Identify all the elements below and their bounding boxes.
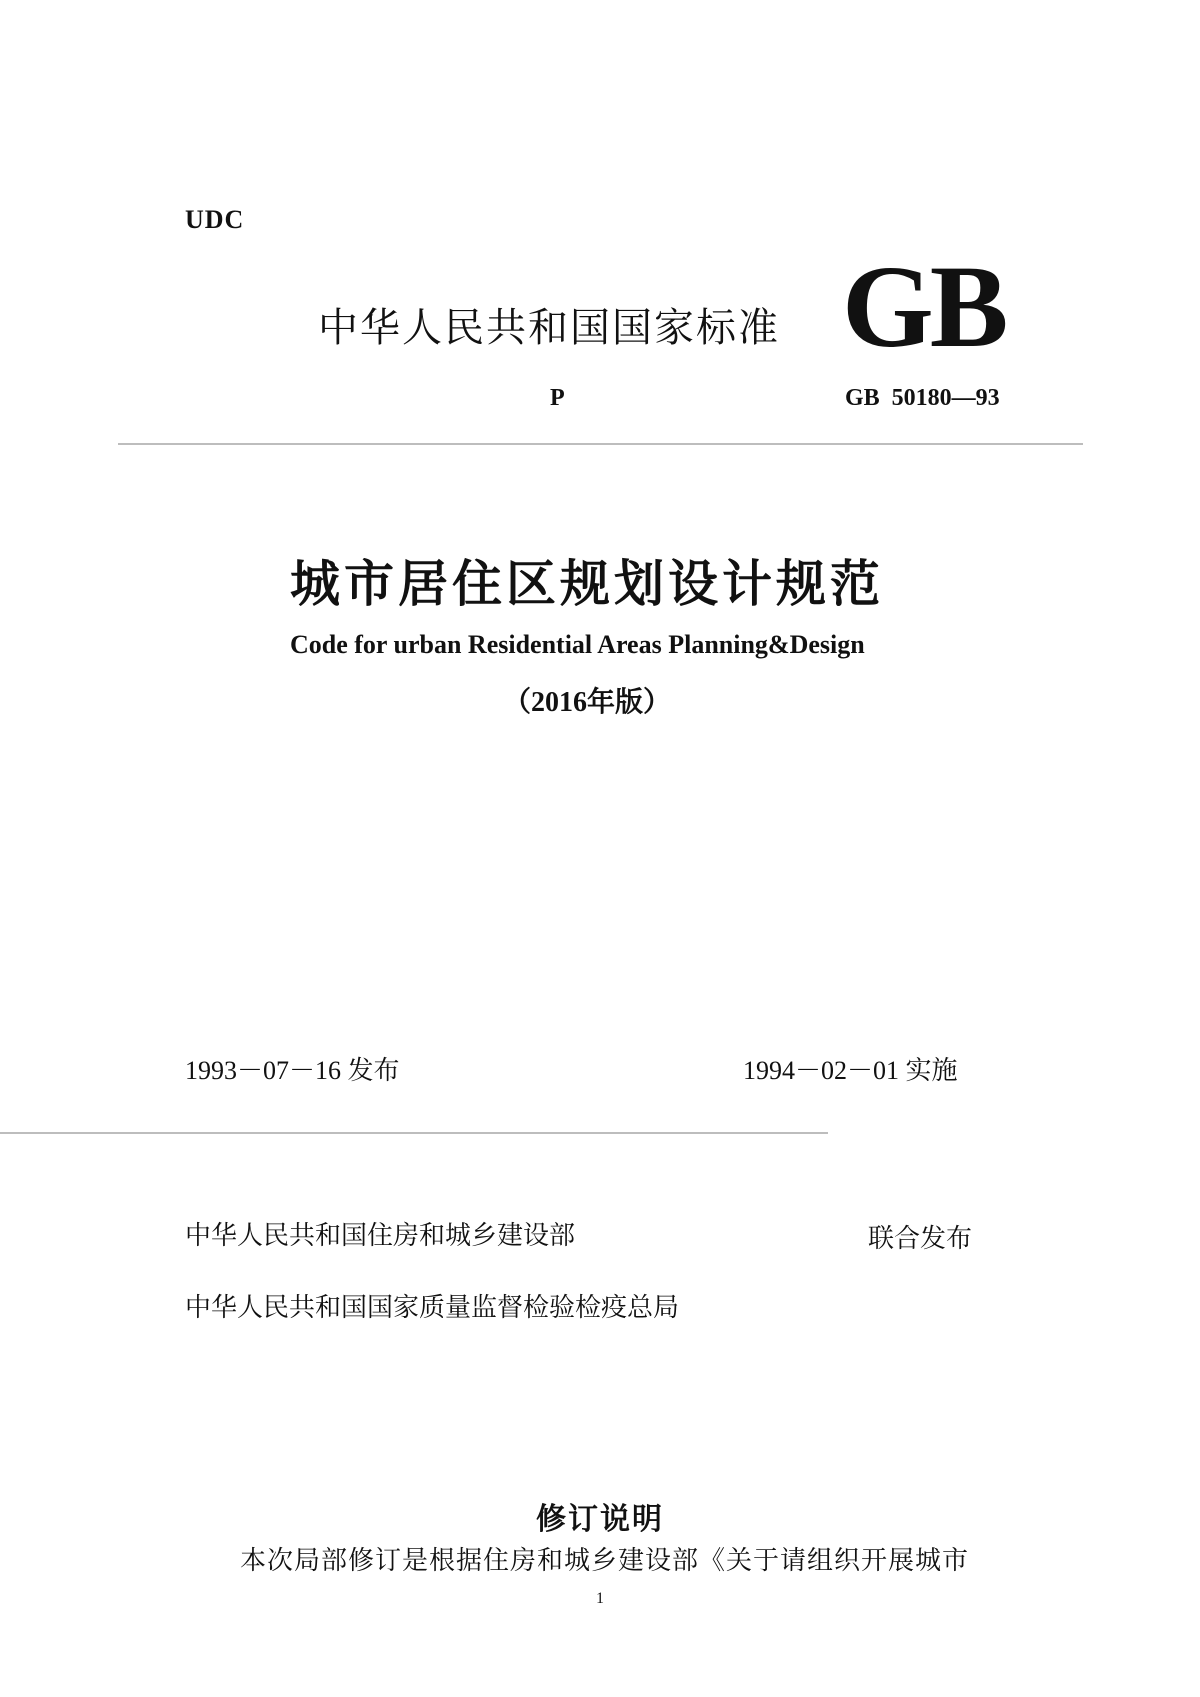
udc-label: UDC (185, 205, 245, 234)
document-title-zh: 城市居住区规划设计规范 (290, 555, 884, 613)
top-divider (118, 443, 1083, 445)
publisher-quality-supervision: 中华人民共和国国家质量监督检验检疫总局 (185, 1293, 680, 1323)
gb-mark: GB (842, 241, 1005, 372)
page-number: 1 (596, 1590, 604, 1607)
revision-body-text: 本次局部修订是根据住房和城乡建设部《关于请组织开展城市 (240, 1546, 970, 1576)
middle-divider (0, 1132, 828, 1134)
revision-heading: 修订说明 (536, 1502, 664, 1537)
category-code: P (550, 385, 565, 411)
publisher-ministry-housing: 中华人民共和国住房和城乡建设部 (185, 1221, 576, 1251)
document-title-en: Code for urban Residential Areas Planning&Design (290, 630, 865, 659)
effective-date: 1994－02－01 实施 (743, 1056, 958, 1085)
joint-publication-label: 联合发布 (868, 1224, 973, 1254)
edition-label: （2016年版） (503, 687, 672, 718)
standard-number: GB 50180—93 (845, 385, 1000, 411)
issue-date: 1993－07－16 发布 (185, 1056, 400, 1085)
national-standard-title: 中华人民共和国国家标准 (318, 305, 780, 351)
